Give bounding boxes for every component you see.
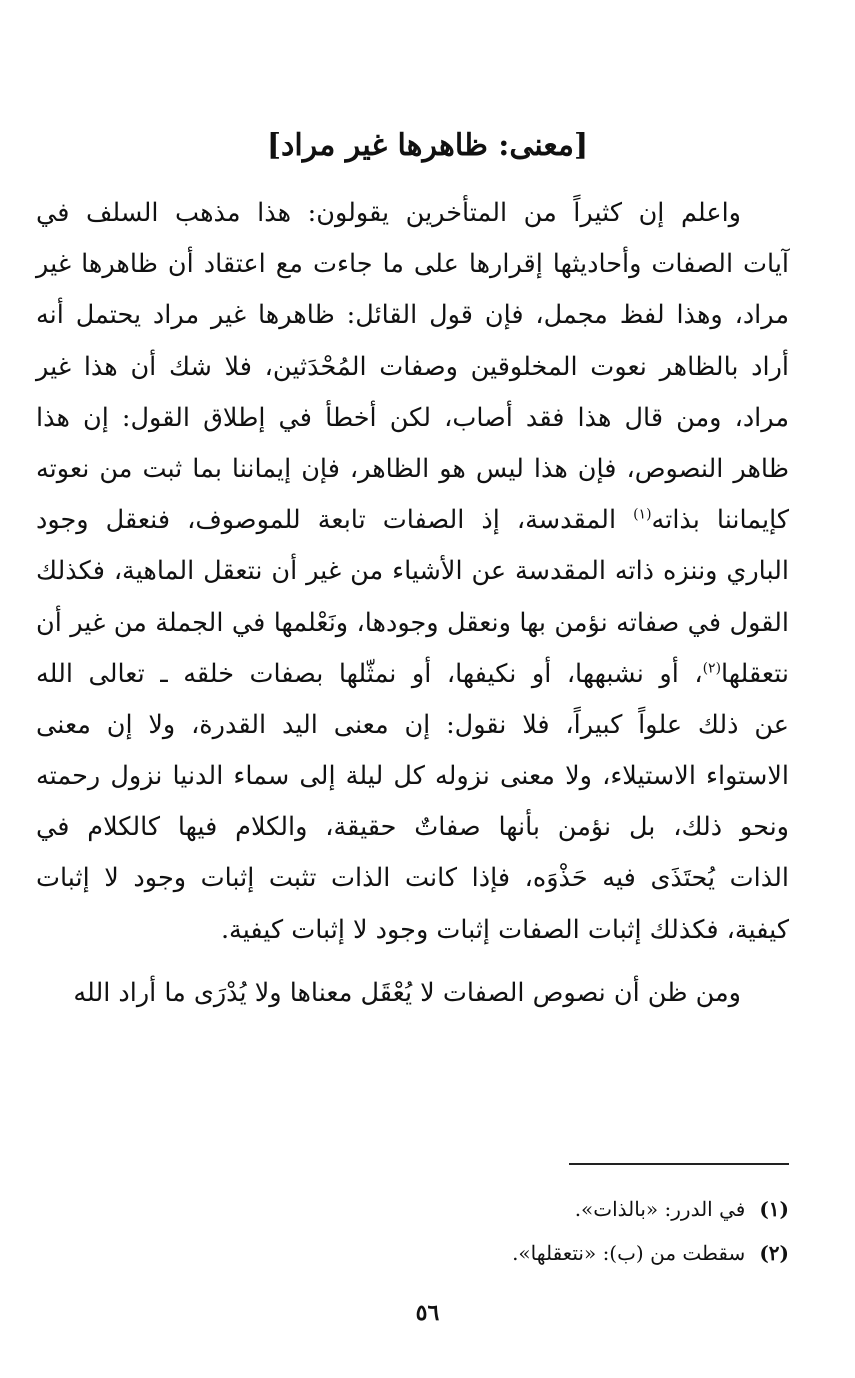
text-line: الاستواء الاستيلاء، ولا معنى نزوله كل ليلة إلى سماء الدنيا نزول رحمته [36,761,789,792]
paragraph-gap [36,956,789,968]
page-number: ٥٦ [415,1300,440,1326]
section-heading: [معنى: ظاهرها غير مراد] [266,128,589,163]
text-line: مراد، ومن قال هذا فقد أصاب، لكن أخطأ في إطلاق القول: إن هذا [36,402,789,433]
text-line: الذات يُحتَذَى فيه حَذْوَه، فإذا كانت الذات تثبت إثبات وجود لا إثبات [36,863,789,894]
text-line: ظاهر النصوص، فإن هذا ليس هو الظاهر، فإن إيماننا بما ثبت من نعوته [36,453,789,484]
main-text [36,188,789,1019]
footnote-2 [36,1231,789,1275]
text-line: آيات الصفات وأحاديثها إقرارها على ما جاءت مع اعتقاد أن ظاهرها غير [36,249,789,280]
text-line [36,495,789,546]
line-text: ، أو نشبهها، أو نكيفها، أو نمثّلها بصفات خلقه ـ تعالى الله [36,658,703,689]
text-line: مراد، وهذا لفظ مجمل، فإن قول القائل: ظاهرها غير مراد يحتمل أنه [36,300,789,331]
text-line: القول في صفاته نؤمن بها ونعقل وجودها، ونَعْلمها في الجملة من غير أن [36,607,789,638]
text-line: واعلم إن كثيراً من المتأخرين يقولون: هذا مذهب السلف في [36,198,741,228]
text-line: الباري وننزه ذاته المقدسة عن الأشياء من غير أن نتعقل الماهية، فكذلك [36,556,789,587]
text-line: عن ذلك علواً كبيراً، فلا نقول: إن معنى اليد القدرة، ولا إن معنى [36,709,789,740]
line-text: نتعقلها [721,658,789,689]
footnote-marker-1: (١) [633,506,652,523]
text-line: ونحو ذلك، بل نؤمن بأنها صفاتٌ حقيقة، والكلام فيها كالكلام في [36,812,789,843]
footnote-marker-2: (٢) [702,660,722,677]
text-line: كيفية، فكذلك إثبات الصفات إثبات وجود لا إثبات كيفية. [220,914,789,945]
footnotes [36,1187,789,1275]
footnote-number: (١) [759,1197,789,1221]
text-line: أراد بالظاهر نعوت المخلوقين وصفات المُحْدَثين، فلا شك أن هذا غير [36,351,789,382]
line-text: كإيماننا بذاته [651,505,790,536]
text-line [36,649,789,700]
footnote-number: (٢) [759,1241,789,1265]
footnote-text: في الدرر: «بالذات». [574,1197,746,1221]
text-line: ومن ظن أن نصوص الصفات لا يُعْقَل معناها ولا يُدْرَى ما أراد الله [73,977,741,1008]
footnote-text: سقطت من (ب): «نتعقلها». [512,1241,746,1265]
footnote-1 [36,1187,789,1231]
footnote-divider [569,1163,789,1165]
line-text: المقدسة، إذ الصفات تابعة للموصوف، فنعقل وجود [36,505,634,536]
